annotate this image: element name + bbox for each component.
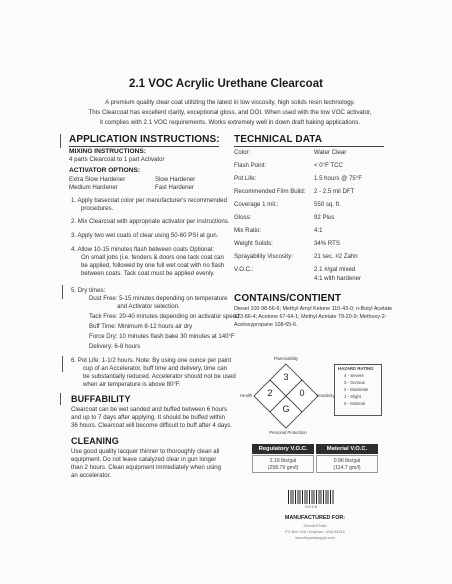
step-6-cont: when air temperature is above 80°F. xyxy=(83,381,181,388)
step-3: 3. Apply two wet coats of clear using 50-60 PSI at gun. xyxy=(71,232,219,239)
tech-value: 4:1 with hardener xyxy=(314,275,362,282)
material-voc-value: 0.96 lbs/gal xyxy=(333,458,361,464)
hazard-rating: 3 - Serious xyxy=(344,380,365,385)
cleaning-heading: CLEANING xyxy=(71,436,119,446)
tech-value: 2 - 2.5 mil DFT xyxy=(314,188,355,195)
regulatory-voc-header: Regulatory V.O.C. xyxy=(252,444,314,454)
tech-label: Recommended Film Build: xyxy=(234,188,306,195)
buffability-text: 36 hours. Clearcoat will become difficult to buff after 4 days. xyxy=(71,422,233,429)
step-1: 1. Apply basecoat color per manufacturer's recommended xyxy=(71,197,227,204)
manufacturer-heading: MANUFACTURED FOR: xyxy=(284,515,346,521)
cleaning-text: equipment. Do not leave catalyzed clear in gun longer xyxy=(71,456,217,463)
manufacturer-address: PO Box 126 • Anytown, USA 84315 xyxy=(285,530,345,534)
activator-option: Medium Hardener xyxy=(69,184,118,191)
cleaning-text: an accelerator. xyxy=(71,472,111,479)
technical-heading: TECHNICAL DATA xyxy=(234,134,323,145)
tech-value: 1.5 hours @ 75°F xyxy=(314,175,362,182)
cleaning-text: Use good quality lacquer thinner to thoroughly clean all xyxy=(71,448,220,455)
hazard-rating: 2 - Moderate xyxy=(344,387,369,392)
margin-bar xyxy=(62,356,63,372)
step-6-cont: cup of an Accelerator, buff time and delivery, time can xyxy=(83,365,228,372)
step-6-cont: be substantially reduced. Accelerator should not be used xyxy=(83,373,236,380)
barcode-icon xyxy=(288,490,334,504)
manufacturer-website: smoothpaintsupply.com xyxy=(295,536,335,540)
step-4: 4. Allow 10-15 minutes flash between coats Optional: xyxy=(71,246,214,253)
barcode-number: 0 0 4 8 xyxy=(305,505,317,509)
tech-value: Water Clear xyxy=(314,149,347,156)
step-1-cont: procedures. xyxy=(81,205,114,212)
activator-heading: ACTIVATOR OPTIONS: xyxy=(69,167,141,174)
intro-line-1: A premium quality clear coat utilizing the latest in low viscosity, high solids resin technology. xyxy=(105,99,355,106)
contains-text: 123-86-4; Acetone 67-64-1; Methyl Acetate 79-20-9; Methoxy-2- xyxy=(234,314,387,320)
dry-time-dust-cont: and Activator selection. xyxy=(117,303,180,310)
application-heading: APPLICATION INSTRUCTIONS: xyxy=(69,134,220,145)
tech-label: Coverage 1 mil.: xyxy=(234,201,279,208)
dry-time-tack: Tack Free: 20-40 minutes depending on activator speed xyxy=(89,313,240,320)
hazard-rating: 0 - Minimal xyxy=(344,401,366,406)
regulatory-voc-value: 2.16 lbs/gal xyxy=(269,458,297,464)
mixing-heading: MIXING INSTRUCTIONS: xyxy=(69,148,146,155)
cleaning-text: than 2 hours. Clean equipment immediately when using xyxy=(71,464,222,471)
step-5: 5. Dry times: xyxy=(71,287,106,294)
contains-text: Diesel 100 98-56-6; Methyl Amyl Ketone 110-43-0; n-Butyl Acetate xyxy=(234,306,393,312)
activator-option: Fast Hardener xyxy=(155,184,194,191)
tech-value: 92 Plus xyxy=(314,214,335,221)
tech-value: 21 sec. #2 Zahn xyxy=(314,253,358,260)
contains-heading: CONTAINS/CONTIENT xyxy=(234,293,342,304)
activator-option: Extra Slow Hardener xyxy=(69,176,126,183)
flammability-value: 3 xyxy=(283,372,289,382)
step-2: 2. Mix Clearcoat with appropriate activator per instructions. xyxy=(71,218,230,225)
tech-label: Gloss: xyxy=(234,214,252,221)
tech-label: Color: xyxy=(234,149,251,156)
material-voc-header: Material V.O.C. xyxy=(316,444,378,454)
activator-option: Slow Hardener xyxy=(155,176,196,183)
section-rule xyxy=(234,146,384,147)
margin-bar xyxy=(60,393,61,405)
buffability-text: Clearcoat can be wet sanded and buffed between 6 hours xyxy=(71,406,228,413)
tech-label: Pot Life: xyxy=(234,175,257,182)
tech-value: < 0°F TCC xyxy=(314,162,343,169)
health-value: 2 xyxy=(267,388,273,398)
tech-label: Mix Ratio: xyxy=(234,227,262,234)
tech-label: Sprayability Viscosity: xyxy=(234,253,293,260)
manufacturer-name: SmoothFinish xyxy=(303,524,327,528)
step-4-cont: On small jobs (i.e. fenders & doors one tack coat can xyxy=(81,254,224,261)
tech-value: 550 sq. ft. xyxy=(314,201,341,208)
intro-line-3: it complies with 2.1 VOC requirements. Works extremely well in down draft baking applications. xyxy=(99,119,361,126)
health-label: Health xyxy=(240,393,253,398)
reactivity-value: 0 xyxy=(299,388,305,398)
step-4-cont: be applied, followed by one full wet coat with no flash xyxy=(81,262,225,269)
regulatory-voc-metric: (258.79 gm/l) xyxy=(267,464,299,471)
tech-value: 4:1 xyxy=(314,227,323,234)
tech-value: 2.1 #/gal mixed xyxy=(314,266,356,273)
material-voc-metric: (114.7 gm/l) xyxy=(333,464,361,471)
margin-bar xyxy=(62,285,63,299)
dry-time-force: Force Dry: 10 minutes flash bake 30 minutes at 140°F xyxy=(89,333,235,340)
hazard-rating: 4 - Severe xyxy=(344,373,364,378)
dry-time-buff: Buff Time: Minimum 8-12 hours air dry xyxy=(89,323,193,330)
tech-label: Flash Point: xyxy=(234,162,267,169)
regulatory-voc-cell xyxy=(252,455,314,473)
protection-label: Personal Protection xyxy=(269,430,307,435)
step-4-cont: between coats. Tack coat must be applied evenly. xyxy=(81,270,215,277)
tech-value: 34% RTS xyxy=(314,240,340,247)
dry-time-delivery: Delivery: 6-8 hours xyxy=(89,343,141,350)
product-title: 2.1 VOC Acrylic Urethane Clearcoat xyxy=(129,78,323,90)
mixing-text: 4 parts Clearcoat to 1 part Activator xyxy=(69,156,165,163)
flammability-label: Flammability xyxy=(273,356,299,361)
margin-bar xyxy=(60,134,61,148)
dry-time-dust: Dust Free: 5-15 minutes depending on temperature xyxy=(89,295,228,302)
step-6: 6. Pot Life: 1-1/2 hours. Note: By using one ounce per paint xyxy=(71,357,232,364)
reactivity-label: Reactivity xyxy=(316,393,335,398)
tech-label: Weight Solids: xyxy=(234,240,273,247)
contains-text: Acetoxypropane 108-65-6. xyxy=(234,322,298,328)
intro-line-2: This Clearcoat has excellent clarity, exceptional gloss, and DOI. When used with the low VOC activator, xyxy=(88,109,372,116)
hazard-rating: 1 - Slight xyxy=(344,394,361,399)
hazard-rating-title: HAZARD RATING xyxy=(338,366,374,371)
tech-label: V.O.C.: xyxy=(234,266,254,273)
buffability-text: and up to 7 days after applying. It should be buffed within xyxy=(71,414,226,421)
protection-value: G xyxy=(282,404,290,414)
material-voc-cell xyxy=(316,455,378,473)
buffability-heading: BUFFABILITY xyxy=(71,394,131,404)
section-rule xyxy=(69,146,219,147)
